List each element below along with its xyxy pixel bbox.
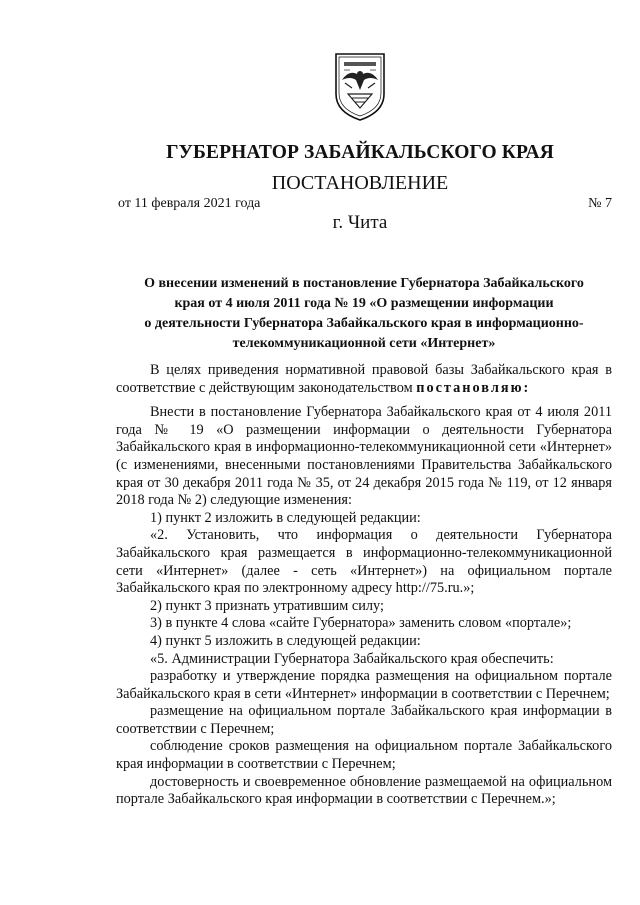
heading-line: края от 4 июля 2011 года № 19 «О размещении информации — [174, 296, 554, 311]
preamble-paragraph — [116, 362, 612, 397]
body-paragraph: 2) пункт 3 признать утратившим силу; — [150, 597, 384, 614]
document-type: ПОСТАНОВЛЕНИЕ — [271, 172, 449, 194]
document-heading — [116, 274, 612, 354]
body-paragraph: размещение на официальном портале Забайкальского края информации в соответствии с Перечнем; — [116, 703, 612, 737]
heading-line: О внесении изменений в постановление Губернатора Забайкальского — [144, 276, 584, 291]
decree-word: постановляю: — [416, 379, 531, 396]
heading-line: о деятельности Губернатора Забайкальского края в информационно- — [144, 316, 584, 331]
document-number: № 7 — [588, 196, 612, 211]
body-paragraph: 3) в пункте 4 слова «сайте Губернатора» заменить словом «портале»; — [150, 615, 572, 632]
body-paragraph: разработку и утверждение порядка размещения на официальном портале Забайкальского края в сети «Интернет» информации в соответствии с Перечнем; — [116, 668, 612, 702]
preamble-text: В целях приведения нормативной правовой базы Забайкальского края в соответствие с действующим законодательством — [116, 362, 612, 396]
document-date: от 11 февраля 2021 года — [118, 196, 261, 211]
body-paragraph: соблюдение сроков размещения на официальном портале Забайкальского края информации в соответствии с Перечнем; — [116, 738, 612, 773]
document-city: г. Чита — [332, 212, 388, 233]
coat-of-arms-emblem — [330, 50, 390, 122]
body-paragraph: Внести в постановление Губернатора Забайкальского края от 4 июля 2011 года № 19 «О размещении информации о деятельности Губернатора Забайкальского края в информационно-телекоммуникационной сети «Интернет» (с изменениями, внесенными постановлениями Правительства Забайкальского края от 30 декабря 2011 года № 35, от 24 декабря 2015 года № 119, от 12 января 2018 года № 2) следующие изменения: — [116, 404, 612, 509]
body-paragraph: 1) пункт 2 изложить в следующей редакции: — [150, 509, 421, 526]
document-body — [116, 362, 612, 809]
body-paragraph: «2. Установить, что информация о деятельности Губернатора Забайкальского края размещается в информационно-телекоммуникационной сети «Интернет» (далее - сеть «Интернет») на официальном портале Забайкальского края по электронному адресу http://75.ru.»; — [116, 527, 612, 597]
governor-title: ГУБЕРНАТОР ЗАБАЙКАЛЬСКОГО КРАЯ — [166, 142, 554, 163]
body-paragraph: «5. Администрации Губернатора Забайкальского края обеспечить: — [150, 650, 554, 667]
body-paragraph: 4) пункт 5 изложить в следующей редакции: — [150, 632, 421, 649]
body-paragraph: достоверность и своевременное обновление размещаемой на официальном портале Забайкальского края информации в соответствии с Перечнем.»; — [116, 773, 612, 808]
heading-line: телекоммуникационной сети «Интернет» — [232, 336, 496, 351]
